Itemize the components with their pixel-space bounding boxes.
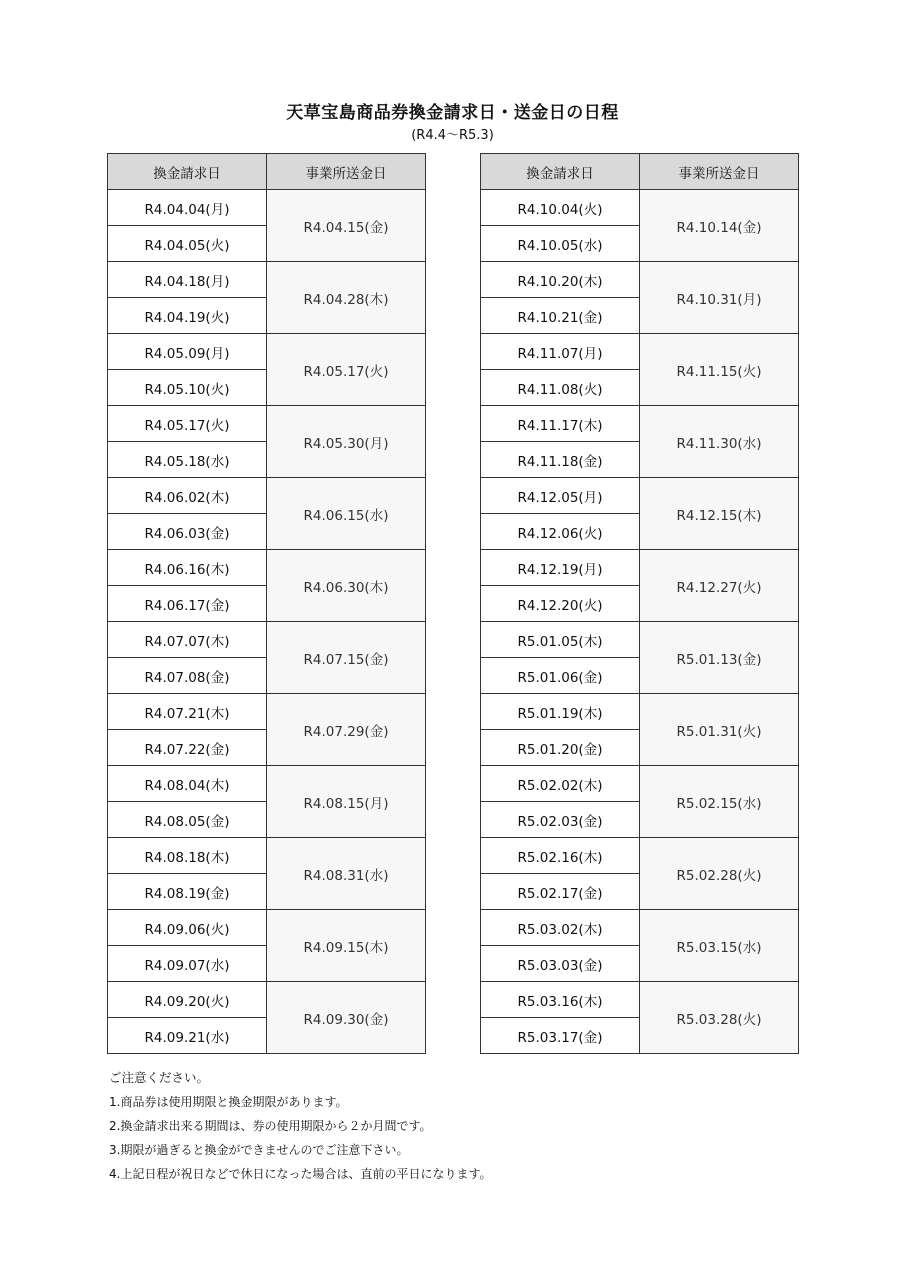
request-date-cell: R4.07.08(金)	[108, 658, 267, 694]
table-row	[481, 334, 799, 370]
notes	[109, 1068, 492, 1188]
send-date-cell: R4.06.30(木)	[267, 550, 426, 622]
request-date-cell: R5.01.06(金)	[481, 658, 640, 694]
table-row	[108, 910, 426, 946]
note-item: 2.換金請求出来る期間は、券の使用期限から２か月間です。	[109, 1119, 432, 1133]
request-date-cell: R4.11.18(金)	[481, 442, 640, 478]
table-row	[108, 550, 426, 586]
request-date-cell: R5.03.16(木)	[481, 982, 640, 1018]
table-row	[108, 262, 426, 298]
send-date-cell: R4.12.15(木)	[640, 478, 799, 550]
request-date-cell: R4.08.04(木)	[108, 766, 267, 802]
request-date-cell: R5.03.03(金)	[481, 946, 640, 982]
request-date-cell: R4.12.06(火)	[481, 514, 640, 550]
send-date-cell: R5.03.15(水)	[640, 910, 799, 982]
request-date-cell: R4.06.17(金)	[108, 586, 267, 622]
schedule-body-left	[108, 190, 426, 1054]
table-row	[481, 190, 799, 226]
schedule-table-right	[480, 153, 799, 1054]
request-date-cell: R4.09.06(火)	[108, 910, 267, 946]
send-date-cell: R5.01.13(金)	[640, 622, 799, 694]
request-date-cell: R4.06.16(木)	[108, 550, 267, 586]
send-date-cell: R4.05.30(月)	[267, 406, 426, 478]
request-date-cell: R5.01.19(木)	[481, 694, 640, 730]
table-row	[481, 262, 799, 298]
header-send-date: 事業所送金日	[640, 154, 799, 190]
table-row	[481, 622, 799, 658]
send-date-cell: R5.03.28(火)	[640, 982, 799, 1054]
send-date-cell: R4.05.17(火)	[267, 334, 426, 406]
request-date-cell: R4.05.17(火)	[108, 406, 267, 442]
request-date-cell: R5.03.02(木)	[481, 910, 640, 946]
schedule-table-left	[107, 153, 426, 1054]
request-date-cell: R5.03.17(金)	[481, 1018, 640, 1054]
table-row	[481, 694, 799, 730]
request-date-cell: R5.02.03(金)	[481, 802, 640, 838]
send-date-cell: R4.09.30(金)	[267, 982, 426, 1054]
send-date-cell: R4.12.27(火)	[640, 550, 799, 622]
header-send-date: 事業所送金日	[267, 154, 426, 190]
request-date-cell: R4.10.04(火)	[481, 190, 640, 226]
send-date-cell: R4.08.15(月)	[267, 766, 426, 838]
table-row	[108, 766, 426, 802]
table-row	[108, 190, 426, 226]
send-date-cell: R4.10.14(金)	[640, 190, 799, 262]
table-row	[481, 478, 799, 514]
request-date-cell: R4.04.04(月)	[108, 190, 267, 226]
note-item: 4.上記日程が祝日などで休日になった場合は、直前の平日になります。	[109, 1167, 492, 1181]
request-date-cell: R4.09.20(火)	[108, 982, 267, 1018]
request-date-cell: R4.07.22(金)	[108, 730, 267, 766]
send-date-cell: R4.04.15(金)	[267, 190, 426, 262]
page-subtitle: (R4.4～R5.3)	[411, 128, 494, 143]
table-row	[108, 622, 426, 658]
request-date-cell: R4.07.21(木)	[108, 694, 267, 730]
request-date-cell: R4.10.05(水)	[481, 226, 640, 262]
table-row	[108, 982, 426, 1018]
notes-heading: ご注意ください。	[109, 1070, 210, 1085]
request-date-cell: R5.02.17(金)	[481, 874, 640, 910]
schedule-body-right	[481, 190, 799, 1054]
note-item: 1.商品券は使用期限と換金期限があります。	[109, 1095, 348, 1109]
request-date-cell: R4.08.05(金)	[108, 802, 267, 838]
request-date-cell: R5.01.20(金)	[481, 730, 640, 766]
table-row	[108, 406, 426, 442]
send-date-cell: R4.07.15(金)	[267, 622, 426, 694]
request-date-cell: R4.06.02(木)	[108, 478, 267, 514]
table-row	[481, 550, 799, 586]
header-row	[108, 154, 426, 190]
table-row	[481, 982, 799, 1018]
request-date-cell: R4.11.07(月)	[481, 334, 640, 370]
request-date-cell: R5.02.02(木)	[481, 766, 640, 802]
send-date-cell: R4.11.15(火)	[640, 334, 799, 406]
table-row	[481, 910, 799, 946]
request-date-cell: R4.11.17(木)	[481, 406, 640, 442]
send-date-cell: R4.10.31(月)	[640, 262, 799, 334]
send-date-cell: R5.02.28(火)	[640, 838, 799, 910]
request-date-cell: R4.12.05(月)	[481, 478, 640, 514]
request-date-cell: R4.10.20(木)	[481, 262, 640, 298]
request-date-cell: R4.10.21(金)	[481, 298, 640, 334]
header-request-date: 換金請求日	[108, 154, 267, 190]
request-date-cell: R4.11.08(火)	[481, 370, 640, 406]
note-item: 3.期限が過ぎると換金ができませんのでご注意下さい。	[109, 1143, 409, 1157]
request-date-cell: R5.01.05(木)	[481, 622, 640, 658]
request-date-cell: R4.05.09(月)	[108, 334, 267, 370]
request-date-cell: R4.08.19(金)	[108, 874, 267, 910]
header-row	[481, 154, 799, 190]
send-date-cell: R5.01.31(火)	[640, 694, 799, 766]
request-date-cell: R4.06.03(金)	[108, 514, 267, 550]
request-date-cell: R4.09.21(水)	[108, 1018, 267, 1054]
table-row	[108, 694, 426, 730]
request-date-cell: R4.04.18(月)	[108, 262, 267, 298]
request-date-cell: R4.12.20(火)	[481, 586, 640, 622]
send-date-cell: R4.11.30(水)	[640, 406, 799, 478]
request-date-cell: R4.08.18(木)	[108, 838, 267, 874]
table-row	[108, 838, 426, 874]
request-date-cell: R5.02.16(木)	[481, 838, 640, 874]
request-date-cell: R4.09.07(水)	[108, 946, 267, 982]
send-date-cell: R4.06.15(水)	[267, 478, 426, 550]
request-date-cell: R4.07.07(木)	[108, 622, 267, 658]
send-date-cell: R4.07.29(金)	[267, 694, 426, 766]
table-row	[481, 406, 799, 442]
table-row	[108, 334, 426, 370]
send-date-cell: R5.02.15(水)	[640, 766, 799, 838]
header-request-date: 換金請求日	[481, 154, 640, 190]
send-date-cell: R4.08.31(水)	[267, 838, 426, 910]
table-row	[481, 766, 799, 802]
request-date-cell: R4.04.05(火)	[108, 226, 267, 262]
request-date-cell: R4.05.18(水)	[108, 442, 267, 478]
request-date-cell: R4.04.19(火)	[108, 298, 267, 334]
request-date-cell: R4.12.19(月)	[481, 550, 640, 586]
send-date-cell: R4.04.28(木)	[267, 262, 426, 334]
send-date-cell: R4.09.15(木)	[267, 910, 426, 982]
table-row	[481, 838, 799, 874]
request-date-cell: R4.05.10(火)	[108, 370, 267, 406]
table-row	[108, 478, 426, 514]
page-title: 天草宝島商品券換金請求日・送金日の日程	[286, 103, 619, 123]
